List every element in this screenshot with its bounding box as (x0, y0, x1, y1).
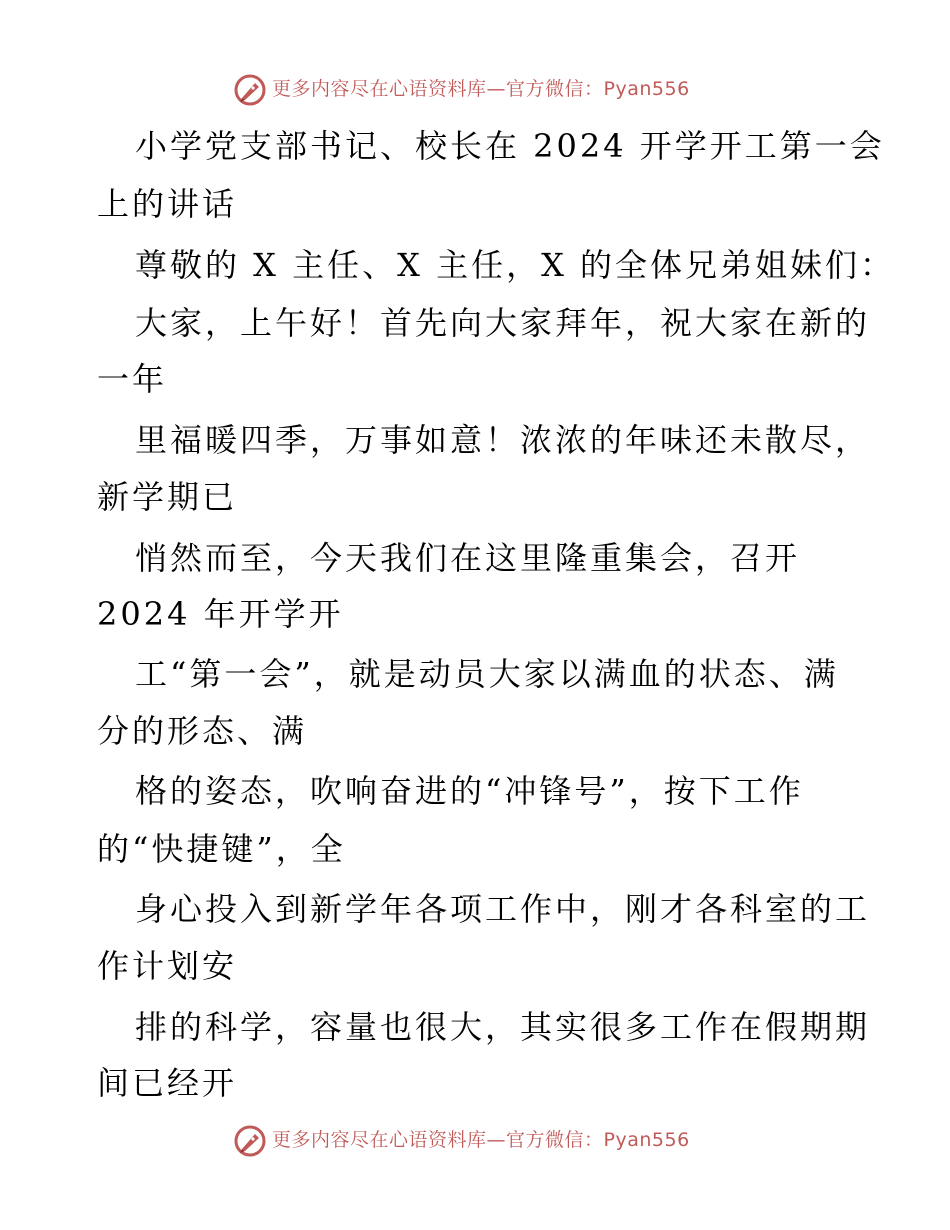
paragraph-line: 2024 年开学开 (97, 595, 344, 633)
paragraph-line: 间已经开 (97, 1064, 238, 1102)
pen-nib-logo-icon (233, 1124, 267, 1158)
title-line-1: 小学党支部书记、校长在 2024 开学开工第一会 (135, 127, 885, 165)
paragraph-line: 大家，上午好！首先向大家拜年，祝大家在新的 (135, 304, 871, 342)
paragraph-line: 里福暖四季，万事如意！浓浓的年味还未散尽， (135, 421, 871, 459)
paragraph-line: 排的科学，容量也很大，其实很多工作在假期期 (135, 1008, 871, 1046)
paragraph-line: 作计划安 (97, 947, 238, 985)
watermark-header (0, 70, 950, 110)
paragraph-line: 一年 (97, 360, 168, 398)
title-line-2: 上的讲话 (97, 185, 238, 223)
paragraph-line: 的“快捷键”，全 (97, 830, 346, 868)
watermark-footer (0, 1121, 950, 1161)
pen-nib-logo-icon (233, 73, 267, 107)
watermark-text: 更多内容尽在心语资料库—官方微信：Pyan556 (272, 78, 690, 100)
paragraph-line: 新学期已 (97, 478, 238, 516)
paragraph-line: 工“第一会”，就是动员大家以满血的状态、满 (135, 655, 839, 693)
paragraph-line: 分的形态、满 (97, 712, 308, 750)
salutation-line: 尊敬的 X 主任、X 主任，X 的全体兄弟姐妹们： (135, 246, 896, 284)
paragraph-line: 格的姿态，吹响奋进的“冲锋号”，按下工作 (135, 772, 804, 810)
paragraph-line: 悄然而至，今天我们在这里隆重集会，召开 (135, 539, 801, 577)
paragraph-line: 身心投入到新学年各项工作中，刚才各科室的工 (135, 890, 871, 928)
watermark-text: 更多内容尽在心语资料库—官方微信：Pyan556 (272, 1129, 690, 1151)
